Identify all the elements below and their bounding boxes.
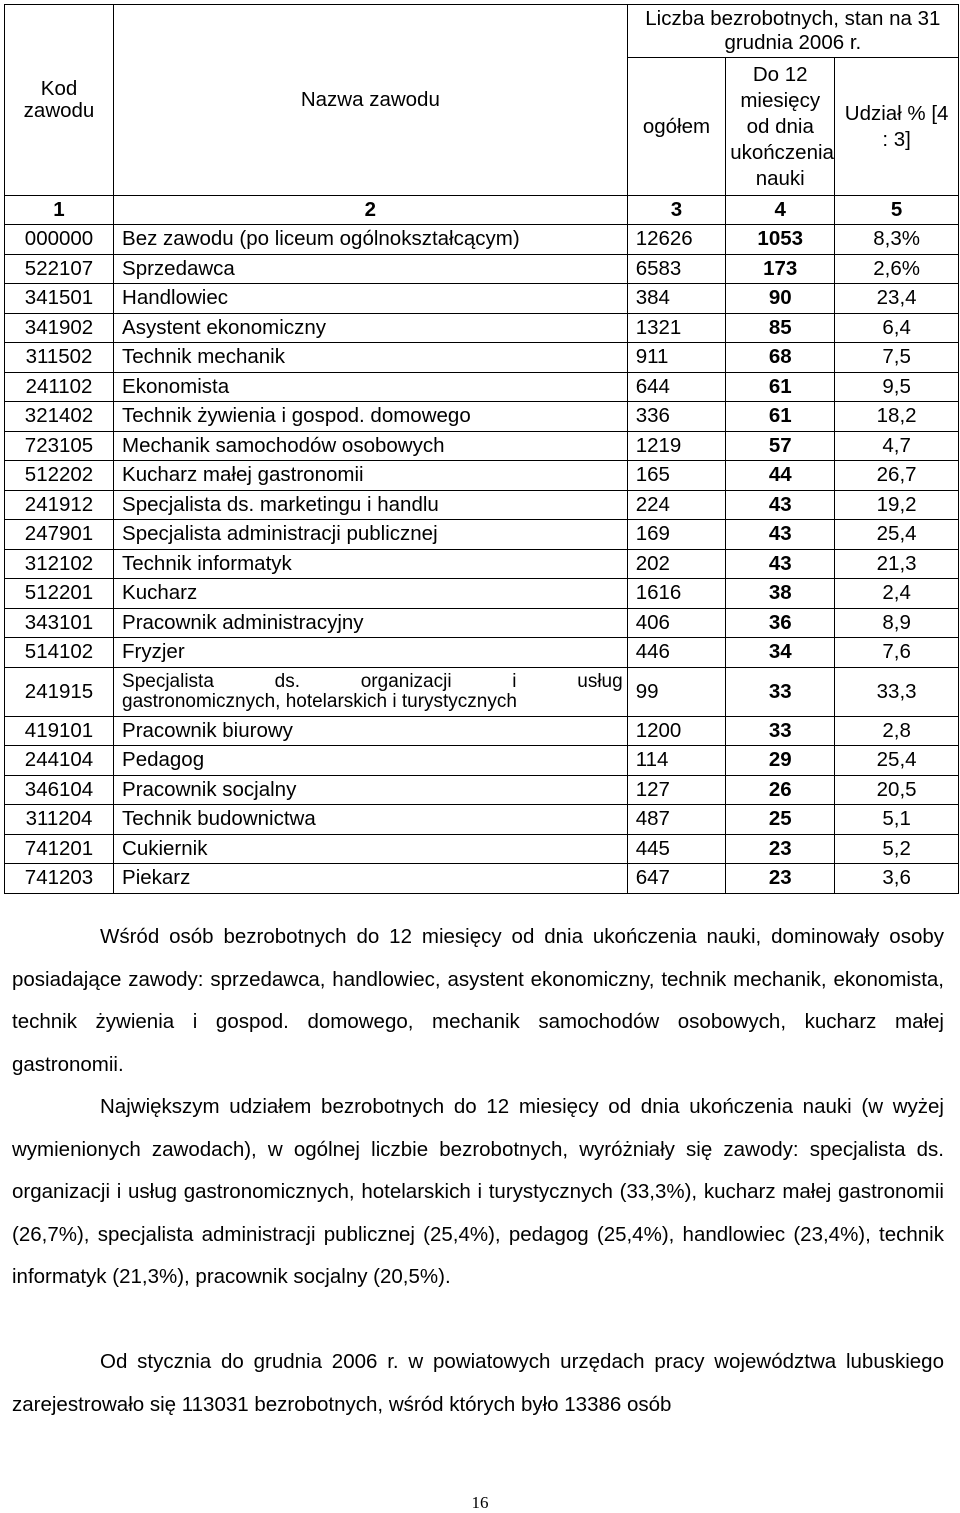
row-name: Technik budownictwa bbox=[114, 805, 628, 835]
table-row bbox=[5, 864, 959, 894]
row-share: 7,6 bbox=[835, 638, 959, 668]
row-total: 1321 bbox=[627, 313, 726, 343]
row-share: 5,1 bbox=[835, 805, 959, 835]
row-share: 9,5 bbox=[835, 372, 959, 402]
row-up-to-12-months: 43 bbox=[726, 490, 835, 520]
table-row bbox=[5, 520, 959, 550]
page-number: 16 bbox=[471, 1493, 489, 1512]
row-up-to-12-months: 33 bbox=[726, 667, 835, 716]
row-up-to-12-months: 173 bbox=[726, 254, 835, 284]
row-name-word: organizacji bbox=[360, 670, 452, 692]
row-name: Asystent ekonomiczny bbox=[114, 313, 628, 343]
row-name: Specjalista ds. marketingu i handlu bbox=[114, 490, 628, 520]
row-code: 346104 bbox=[5, 775, 114, 805]
row-total: 336 bbox=[627, 402, 726, 432]
row-total: 12626 bbox=[627, 225, 726, 255]
row-name: Kucharz bbox=[114, 579, 628, 609]
row-total: 127 bbox=[627, 775, 726, 805]
row-total: 114 bbox=[627, 746, 726, 776]
column-number: 4 bbox=[726, 196, 835, 225]
row-share: 25,4 bbox=[835, 520, 959, 550]
row-share: 2,4 bbox=[835, 579, 959, 609]
row-code: 247901 bbox=[5, 520, 114, 550]
row-share: 4,7 bbox=[835, 431, 959, 461]
table-row bbox=[5, 372, 959, 402]
row-up-to-12-months: 90 bbox=[726, 284, 835, 314]
row-code: 514102 bbox=[5, 638, 114, 668]
row-total: 446 bbox=[627, 638, 726, 668]
header-do12: Do 12 miesięcy od dnia ukończenia nauki bbox=[726, 58, 835, 196]
row-share: 6,4 bbox=[835, 313, 959, 343]
row-code: 241102 bbox=[5, 372, 114, 402]
table-row bbox=[5, 225, 959, 255]
row-share: 2,8 bbox=[835, 716, 959, 746]
column-number-row bbox=[5, 196, 959, 225]
row-total: 384 bbox=[627, 284, 726, 314]
row-name: Technik informatyk bbox=[114, 549, 628, 579]
row-total: 647 bbox=[627, 864, 726, 894]
table-row bbox=[5, 313, 959, 343]
row-up-to-12-months: 25 bbox=[726, 805, 835, 835]
row-code: 244104 bbox=[5, 746, 114, 776]
row-total: 487 bbox=[627, 805, 726, 835]
row-total: 165 bbox=[627, 461, 726, 491]
row-up-to-12-months: 34 bbox=[726, 638, 835, 668]
row-code: 241915 bbox=[5, 667, 114, 716]
row-total: 445 bbox=[627, 834, 726, 864]
column-number: 5 bbox=[835, 196, 959, 225]
row-up-to-12-months: 1053 bbox=[726, 225, 835, 255]
header-ogolem: ogółem bbox=[627, 58, 726, 196]
row-name: Technik żywienia i gospod. domowego bbox=[114, 402, 628, 432]
row-name: Pracownik socjalny bbox=[114, 775, 628, 805]
row-name: Mechanik samochodów osobowych bbox=[114, 431, 628, 461]
row-name: Ekonomista bbox=[114, 372, 628, 402]
table-row bbox=[5, 549, 959, 579]
row-total: 1219 bbox=[627, 431, 726, 461]
row-share: 25,4 bbox=[835, 746, 959, 776]
row-up-to-12-months: 38 bbox=[726, 579, 835, 609]
row-code: 312102 bbox=[5, 549, 114, 579]
row-code: 741203 bbox=[5, 864, 114, 894]
header-liczba: Liczba bezrobotnych, stan na 31 grudnia 2006 r. bbox=[627, 5, 958, 58]
row-up-to-12-months: 26 bbox=[726, 775, 835, 805]
row-share: 20,5 bbox=[835, 775, 959, 805]
table-row bbox=[5, 667, 959, 716]
row-name: Technik mechanik bbox=[114, 343, 628, 373]
row-name-word: ds. bbox=[274, 670, 300, 692]
table-row bbox=[5, 431, 959, 461]
row-code: 311204 bbox=[5, 805, 114, 835]
table-row bbox=[5, 254, 959, 284]
column-number: 1 bbox=[5, 196, 114, 225]
table-row bbox=[5, 805, 959, 835]
table-row bbox=[5, 343, 959, 373]
row-share: 3,6 bbox=[835, 864, 959, 894]
row-up-to-12-months: 43 bbox=[726, 549, 835, 579]
row-up-to-12-months: 68 bbox=[726, 343, 835, 373]
row-name: Pedagog bbox=[114, 746, 628, 776]
row-share: 7,5 bbox=[835, 343, 959, 373]
row-up-to-12-months: 44 bbox=[726, 461, 835, 491]
row-total: 6583 bbox=[627, 254, 726, 284]
row-code: 241912 bbox=[5, 490, 114, 520]
unemployment-table bbox=[4, 4, 959, 894]
row-share: 2,6% bbox=[835, 254, 959, 284]
row-total: 99 bbox=[627, 667, 726, 716]
table-row bbox=[5, 402, 959, 432]
row-up-to-12-months: 36 bbox=[726, 608, 835, 638]
row-code: 321402 bbox=[5, 402, 114, 432]
paragraph-1: Wśród osób bezrobotnych do 12 miesięcy od dnia ukończenia nauki, dominowały osoby posiadające zawody: sprzedawca, handlowiec, asystent ekonomiczny, technik mechanik, ekonomista, technik żywienia i gospod. domowego, mechanik samochodów osobowych, kucharz małej gastronomii. bbox=[12, 925, 944, 1076]
column-number: 3 bbox=[627, 196, 726, 225]
table-row bbox=[5, 716, 959, 746]
header-nazwa: Nazwa zawodu bbox=[114, 5, 628, 196]
header-kod: Kod zawodu bbox=[5, 5, 114, 196]
header-udzial: Udział % [4 : 3] bbox=[835, 58, 959, 196]
table-row bbox=[5, 490, 959, 520]
row-up-to-12-months: 43 bbox=[726, 520, 835, 550]
table-row bbox=[5, 775, 959, 805]
row-up-to-12-months: 23 bbox=[726, 864, 835, 894]
row-name: Fryzjer bbox=[114, 638, 628, 668]
row-code: 512202 bbox=[5, 461, 114, 491]
row-total: 911 bbox=[627, 343, 726, 373]
row-code: 512201 bbox=[5, 579, 114, 609]
row-total: 1200 bbox=[627, 716, 726, 746]
row-name-word: Specjalista bbox=[122, 670, 214, 692]
row-share: 26,7 bbox=[835, 461, 959, 491]
row-share: 5,2 bbox=[835, 834, 959, 864]
row-name: Pracownik biurowy bbox=[114, 716, 628, 746]
table-row bbox=[5, 579, 959, 609]
row-code: 723105 bbox=[5, 431, 114, 461]
row-name: Sprzedawca bbox=[114, 254, 628, 284]
row-share: 33,3 bbox=[835, 667, 959, 716]
row-code: 741201 bbox=[5, 834, 114, 864]
row-total: 406 bbox=[627, 608, 726, 638]
row-up-to-12-months: 61 bbox=[726, 402, 835, 432]
row-name: Cukiernik bbox=[114, 834, 628, 864]
row-code: 522107 bbox=[5, 254, 114, 284]
table-row bbox=[5, 461, 959, 491]
row-name: Piekarz bbox=[114, 864, 628, 894]
row-code: 341902 bbox=[5, 313, 114, 343]
paragraph-3: Od stycznia do grudnia 2006 r. w powiatowych urzędach pracy województwa lubuskiego zarejestrowało się 113031 bezrobotnych, wśród których było 13386 osób bbox=[12, 1350, 944, 1416]
row-name: Bez zawodu (po liceum ogólnokształcącym) bbox=[114, 225, 628, 255]
table-row bbox=[5, 284, 959, 314]
row-share: 23,4 bbox=[835, 284, 959, 314]
row-code: 311502 bbox=[5, 343, 114, 373]
row-up-to-12-months: 33 bbox=[726, 716, 835, 746]
column-number: 2 bbox=[114, 196, 628, 225]
row-total: 169 bbox=[627, 520, 726, 550]
row-up-to-12-months: 85 bbox=[726, 313, 835, 343]
row-name-word: usług bbox=[577, 670, 623, 692]
row-up-to-12-months: 61 bbox=[726, 372, 835, 402]
row-code: 341501 bbox=[5, 284, 114, 314]
row-name: Handlowiec bbox=[114, 284, 628, 314]
row-total: 224 bbox=[627, 490, 726, 520]
row-share: 21,3 bbox=[835, 549, 959, 579]
row-up-to-12-months: 23 bbox=[726, 834, 835, 864]
row-total: 1616 bbox=[627, 579, 726, 609]
row-code: 419101 bbox=[5, 716, 114, 746]
row-up-to-12-months: 57 bbox=[726, 431, 835, 461]
table-row bbox=[5, 834, 959, 864]
row-up-to-12-months: 29 bbox=[726, 746, 835, 776]
row-name: Kucharz małej gastronomii bbox=[114, 461, 628, 491]
row-name-line2: gastronomicznych, hotelarskich i turystycznych bbox=[122, 690, 517, 712]
table-row bbox=[5, 608, 959, 638]
row-name: Specjalista administracji publicznej bbox=[114, 520, 628, 550]
row-share: 18,2 bbox=[835, 402, 959, 432]
row-name bbox=[114, 667, 628, 716]
row-name: Pracownik administracyjny bbox=[114, 608, 628, 638]
table-row bbox=[5, 746, 959, 776]
row-share: 8,9 bbox=[835, 608, 959, 638]
row-name-word: i bbox=[512, 670, 517, 692]
row-share: 8,3% bbox=[835, 225, 959, 255]
row-total: 202 bbox=[627, 549, 726, 579]
table-row bbox=[5, 638, 959, 668]
row-share: 19,2 bbox=[835, 490, 959, 520]
paragraph-2: Największym udziałem bezrobotnych do 12 miesięcy od dnia ukończenia nauki (w wyżej wymienionych zawodach), w ogólnej liczbie bezrobotnych, wyróżniały się zawody: specjalista ds. organizacji i usług gastronomicznych, hotelarskich i turystycznych (33,3%), kucharz małej gastronomii (26,7%), specjalista administracji publicznej (25,4%), pedagog (25,4%), handlowiec (23,4%), technik informatyk (21,3%), pracownik socjalny (20,5%). bbox=[12, 1095, 944, 1288]
row-total: 644 bbox=[627, 372, 726, 402]
row-code: 000000 bbox=[5, 225, 114, 255]
row-code: 343101 bbox=[5, 608, 114, 638]
